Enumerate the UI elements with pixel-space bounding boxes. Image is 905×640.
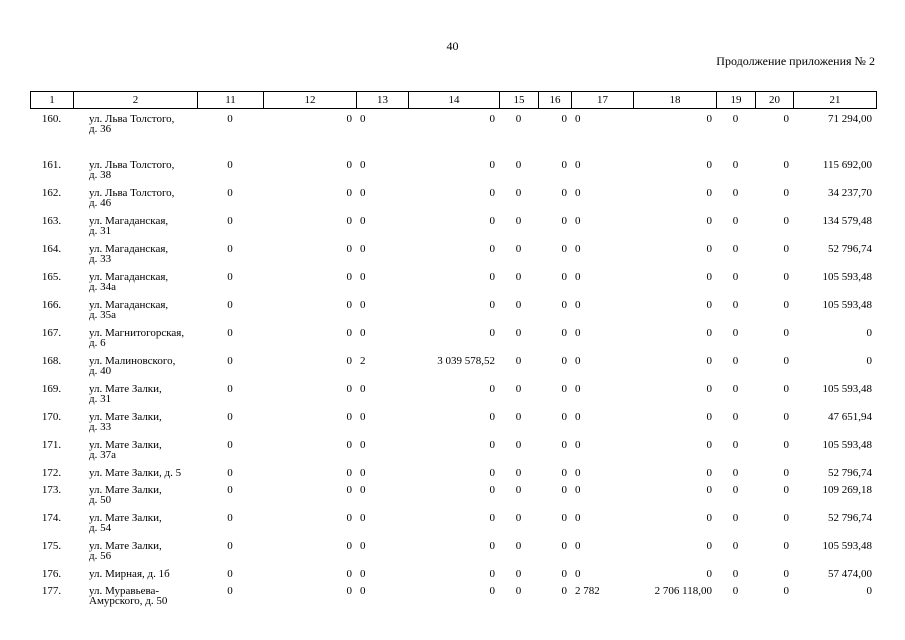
value-cell-16: 0 (561, 568, 567, 580)
address-cell: ул. Льва Толстого, д. 46 (89, 187, 175, 209)
value-cell-17: 2 782 (575, 585, 600, 597)
address-cell: ул. Мате Залки, д. 54 (89, 512, 162, 534)
value-cell-19: 0 (732, 113, 739, 125)
value-cell-12: 0 (346, 327, 352, 339)
value-cell-16: 0 (561, 215, 567, 227)
value-cell-19: 0 (732, 540, 739, 552)
value-cell-17: 0 (575, 187, 581, 199)
table-row (30, 485, 876, 513)
address-cell: ул. Мате Залки, д. 31 (89, 383, 162, 405)
value-cell-15: 0 (515, 187, 522, 199)
value-cell-12: 0 (346, 484, 352, 496)
value-cell-15: 0 (515, 355, 522, 367)
value-cell-20: 0 (783, 439, 789, 451)
value-cell-20: 0 (783, 159, 789, 171)
value-cell-12: 0 (346, 215, 352, 227)
value-cell-12: 0 (346, 411, 352, 423)
value-cell-19: 0 (732, 243, 739, 255)
row-number: 161. (41, 159, 62, 171)
table-row (30, 569, 876, 586)
value-cell-20: 0 (783, 585, 789, 597)
value-cell-17: 0 (575, 383, 581, 395)
table-body (30, 114, 876, 614)
value-cell-19: 0 (732, 467, 739, 479)
value-cell-17: 0 (575, 113, 581, 125)
value-cell-19: 0 (732, 568, 739, 580)
value-cell-20: 0 (783, 113, 789, 125)
value-cell-13: 0 (360, 467, 366, 479)
column-header: 18 (634, 92, 717, 109)
row-number: 171. (41, 439, 62, 451)
value-cell-21: 0 (866, 585, 872, 597)
value-cell-19: 0 (732, 383, 739, 395)
value-cell-20: 0 (783, 484, 789, 496)
column-header: 15 (500, 92, 539, 109)
value-cell-12: 0 (346, 568, 352, 580)
value-cell-11: 0 (227, 467, 233, 479)
address-cell: ул. Льва Толстого, д. 36 (89, 113, 175, 135)
value-cell-14: 0 (489, 568, 495, 580)
value-cell-14: 0 (489, 439, 495, 451)
value-cell-20: 0 (783, 243, 789, 255)
value-cell-18: 0 (706, 113, 712, 125)
row-number: 170. (41, 411, 62, 423)
value-cell-11: 0 (227, 411, 233, 423)
value-cell-21: 109 269,18 (822, 484, 872, 496)
value-cell-17: 0 (575, 484, 581, 496)
value-cell-15: 0 (515, 585, 522, 597)
value-cell-15: 0 (515, 243, 522, 255)
value-cell-18: 0 (706, 271, 712, 283)
value-cell-16: 0 (561, 271, 567, 283)
appendix-continuation-note: Продолжение приложения № 2 (716, 54, 875, 68)
value-cell-18: 0 (706, 243, 712, 255)
value-cell-20: 0 (783, 540, 789, 552)
value-cell-21: 52 796,74 (828, 243, 872, 255)
value-cell-17: 0 (575, 540, 581, 552)
value-cell-17: 0 (575, 159, 581, 171)
value-cell-21: 115 692,00 (822, 159, 872, 171)
row-number: 177. (41, 585, 62, 597)
value-cell-21: 105 593,48 (822, 271, 872, 283)
value-cell-11: 0 (227, 383, 233, 395)
table-row (30, 216, 876, 244)
value-cell-18: 0 (706, 568, 712, 580)
value-cell-20: 0 (783, 467, 789, 479)
column-header: 12 (264, 92, 357, 109)
address-cell: ул. Льва Толстого, д. 38 (89, 159, 175, 181)
value-cell-11: 0 (227, 187, 233, 199)
value-cell-16: 0 (561, 355, 567, 367)
value-cell-14: 0 (489, 215, 495, 227)
value-cell-11: 0 (227, 512, 233, 524)
value-cell-18: 0 (706, 467, 712, 479)
value-cell-13: 0 (360, 299, 366, 311)
value-cell-16: 0 (561, 411, 567, 423)
value-cell-21: 71 294,00 (828, 113, 872, 125)
value-cell-21: 105 593,48 (822, 299, 872, 311)
value-cell-16: 0 (561, 540, 567, 552)
address-cell: ул. Магаданская, д. 31 (89, 215, 169, 237)
table-row (30, 440, 876, 468)
value-cell-17: 0 (575, 215, 581, 227)
value-cell-14: 0 (489, 411, 495, 423)
table-row (30, 541, 876, 569)
row-number: 165. (41, 271, 62, 283)
address-cell: ул. Мирная, д. 1б (89, 568, 170, 580)
value-cell-13: 0 (360, 271, 366, 283)
value-cell-17: 0 (575, 467, 581, 479)
value-cell-15: 0 (515, 215, 522, 227)
row-number: 160. (41, 113, 62, 125)
value-cell-20: 0 (783, 568, 789, 580)
value-cell-18: 0 (706, 383, 712, 395)
value-cell-16: 0 (561, 187, 567, 199)
value-cell-19: 0 (732, 187, 739, 199)
value-cell-14: 3 039 578,52 (437, 355, 495, 367)
value-cell-12: 0 (346, 113, 352, 125)
table-row (30, 586, 876, 614)
value-cell-16: 0 (561, 243, 567, 255)
value-cell-17: 0 (575, 271, 581, 283)
value-cell-14: 0 (489, 159, 495, 171)
column-header: 17 (572, 92, 634, 109)
value-cell-16: 0 (561, 299, 567, 311)
column-header: 16 (539, 92, 572, 109)
value-cell-17: 0 (575, 568, 581, 580)
column-header: 13 (357, 92, 409, 109)
column-number-row (31, 92, 877, 109)
value-cell-18: 0 (706, 411, 712, 423)
value-cell-13: 0 (360, 327, 366, 339)
value-cell-12: 0 (346, 585, 352, 597)
address-cell: ул. Мате Залки, д. 5 (89, 467, 182, 479)
value-cell-21: 52 796,74 (828, 467, 872, 479)
value-cell-15: 0 (515, 512, 522, 524)
table-row (30, 468, 876, 485)
value-cell-13: 2 (360, 355, 366, 367)
value-cell-17: 0 (575, 299, 581, 311)
value-cell-18: 0 (706, 215, 712, 227)
column-header: 20 (756, 92, 794, 109)
value-cell-19: 0 (732, 585, 739, 597)
value-cell-18: 0 (706, 327, 712, 339)
table-row (30, 412, 876, 440)
value-cell-11: 0 (227, 159, 233, 171)
value-cell-14: 0 (489, 383, 495, 395)
value-cell-19: 0 (732, 271, 739, 283)
value-cell-16: 0 (561, 439, 567, 451)
value-cell-17: 0 (575, 327, 581, 339)
row-number: 176. (41, 568, 62, 580)
address-cell: ул. Малиновского, д. 40 (89, 355, 176, 377)
value-cell-11: 0 (227, 585, 233, 597)
value-cell-15: 0 (515, 439, 522, 451)
value-cell-19: 0 (732, 484, 739, 496)
row-number: 163. (41, 215, 62, 227)
value-cell-16: 0 (561, 467, 567, 479)
value-cell-11: 0 (227, 271, 233, 283)
value-cell-15: 0 (515, 383, 522, 395)
value-cell-13: 0 (360, 484, 366, 496)
value-cell-14: 0 (489, 585, 495, 597)
value-cell-13: 0 (360, 159, 366, 171)
table-row (30, 513, 876, 541)
row-number: 169. (41, 383, 62, 395)
column-header: 11 (198, 92, 264, 109)
value-cell-14: 0 (489, 187, 495, 199)
value-cell-12: 0 (346, 159, 352, 171)
value-cell-14: 0 (489, 113, 495, 125)
value-cell-15: 0 (515, 411, 522, 423)
column-header: 14 (409, 92, 500, 109)
address-cell: ул. Мате Залки, д. 56 (89, 540, 162, 562)
row-number: 168. (41, 355, 62, 367)
value-cell-21: 47 651,94 (828, 411, 872, 423)
value-cell-16: 0 (561, 327, 567, 339)
value-cell-12: 0 (346, 512, 352, 524)
value-cell-15: 0 (515, 327, 522, 339)
value-cell-15: 0 (515, 484, 522, 496)
value-cell-21: 57 474,00 (828, 568, 872, 580)
value-cell-13: 0 (360, 383, 366, 395)
value-cell-16: 0 (561, 585, 567, 597)
table-row (30, 114, 876, 160)
value-cell-18: 0 (706, 512, 712, 524)
column-header: 2 (74, 92, 198, 109)
value-cell-14: 0 (489, 540, 495, 552)
value-cell-14: 0 (489, 327, 495, 339)
address-cell: ул. Магаданская, д. 33 (89, 243, 169, 265)
value-cell-18: 2 706 118,00 (654, 585, 712, 597)
value-cell-15: 0 (515, 271, 522, 283)
value-cell-20: 0 (783, 355, 789, 367)
value-cell-19: 0 (732, 299, 739, 311)
value-cell-19: 0 (732, 355, 739, 367)
row-number: 164. (41, 243, 62, 255)
value-cell-16: 0 (561, 113, 567, 125)
value-cell-18: 0 (706, 355, 712, 367)
value-cell-16: 0 (561, 159, 567, 171)
value-cell-18: 0 (706, 540, 712, 552)
value-cell-12: 0 (346, 467, 352, 479)
value-cell-18: 0 (706, 159, 712, 171)
value-cell-14: 0 (489, 467, 495, 479)
value-cell-19: 0 (732, 215, 739, 227)
value-cell-12: 0 (346, 271, 352, 283)
value-cell-20: 0 (783, 299, 789, 311)
row-number: 162. (41, 187, 62, 199)
value-cell-11: 0 (227, 327, 233, 339)
value-cell-18: 0 (706, 484, 712, 496)
value-cell-11: 0 (227, 299, 233, 311)
value-cell-19: 0 (732, 159, 739, 171)
address-cell: ул. Магаданская, д. 34а (89, 271, 169, 293)
value-cell-13: 0 (360, 243, 366, 255)
value-cell-19: 0 (732, 512, 739, 524)
value-cell-13: 0 (360, 585, 366, 597)
value-cell-11: 0 (227, 568, 233, 580)
value-cell-17: 0 (575, 355, 581, 367)
value-cell-15: 0 (515, 113, 522, 125)
value-cell-13: 0 (360, 512, 366, 524)
value-cell-11: 0 (227, 113, 233, 125)
value-cell-13: 0 (360, 540, 366, 552)
row-number: 167. (41, 327, 62, 339)
value-cell-14: 0 (489, 271, 495, 283)
row-number: 172. (41, 467, 62, 479)
value-cell-15: 0 (515, 467, 522, 479)
value-cell-11: 0 (227, 355, 233, 367)
value-cell-21: 52 796,74 (828, 512, 872, 524)
value-cell-11: 0 (227, 540, 233, 552)
value-cell-18: 0 (706, 299, 712, 311)
value-cell-20: 0 (783, 215, 789, 227)
value-cell-19: 0 (732, 411, 739, 423)
value-cell-12: 0 (346, 439, 352, 451)
value-cell-11: 0 (227, 215, 233, 227)
value-cell-20: 0 (783, 383, 789, 395)
value-cell-15: 0 (515, 540, 522, 552)
page-number: 40 (446, 39, 459, 53)
value-cell-13: 0 (360, 568, 366, 580)
address-cell: ул. Мате Залки, д. 33 (89, 411, 162, 433)
value-cell-20: 0 (783, 271, 789, 283)
value-cell-18: 0 (706, 187, 712, 199)
value-cell-20: 0 (783, 187, 789, 199)
row-number: 174. (41, 512, 62, 524)
value-cell-15: 0 (515, 299, 522, 311)
column-header: 1 (31, 92, 74, 109)
value-cell-11: 0 (227, 439, 233, 451)
table-row (30, 244, 876, 272)
value-cell-21: 105 593,48 (822, 540, 872, 552)
table-row (30, 328, 876, 356)
row-number: 175. (41, 540, 62, 552)
data-table (30, 114, 876, 614)
row-number: 166. (41, 299, 62, 311)
value-cell-15: 0 (515, 159, 522, 171)
value-cell-17: 0 (575, 243, 581, 255)
value-cell-13: 0 (360, 113, 366, 125)
value-cell-20: 0 (783, 411, 789, 423)
column-header: 21 (794, 92, 877, 109)
value-cell-14: 0 (489, 484, 495, 496)
value-cell-13: 0 (360, 411, 366, 423)
value-cell-16: 0 (561, 383, 567, 395)
value-cell-20: 0 (783, 327, 789, 339)
value-cell-21: 134 579,48 (822, 215, 872, 227)
value-cell-11: 0 (227, 484, 233, 496)
address-cell: ул. Магнитогорская, д. 6 (89, 327, 185, 349)
value-cell-21: 105 593,48 (822, 439, 872, 451)
value-cell-12: 0 (346, 355, 352, 367)
value-cell-21: 105 593,48 (822, 383, 872, 395)
row-number: 173. (41, 484, 62, 496)
address-cell: ул. Муравьева- Амурского, д. 50 (89, 585, 168, 607)
table-header (30, 91, 877, 109)
table-row (30, 356, 876, 384)
table-row (30, 272, 876, 300)
value-cell-20: 0 (783, 512, 789, 524)
address-cell: ул. Мате Залки, д. 37а (89, 439, 162, 461)
value-cell-19: 0 (732, 327, 739, 339)
value-cell-12: 0 (346, 299, 352, 311)
value-cell-16: 0 (561, 512, 567, 524)
value-cell-13: 0 (360, 439, 366, 451)
table-row (30, 300, 876, 328)
value-cell-17: 0 (575, 512, 581, 524)
value-cell-19: 0 (732, 439, 739, 451)
value-cell-15: 0 (515, 568, 522, 580)
address-cell: ул. Магаданская, д. 35а (89, 299, 169, 321)
table-row (30, 384, 876, 412)
value-cell-12: 0 (346, 187, 352, 199)
value-cell-14: 0 (489, 299, 495, 311)
table-row (30, 160, 876, 188)
value-cell-12: 0 (346, 540, 352, 552)
value-cell-14: 0 (489, 243, 495, 255)
value-cell-17: 0 (575, 411, 581, 423)
value-cell-21: 0 (866, 327, 872, 339)
column-header: 19 (717, 92, 756, 109)
value-cell-17: 0 (575, 439, 581, 451)
address-cell: ул. Мате Залки, д. 50 (89, 484, 162, 506)
value-cell-21: 34 237,70 (828, 187, 872, 199)
value-cell-21: 0 (866, 355, 872, 367)
value-cell-14: 0 (489, 512, 495, 524)
value-cell-11: 0 (227, 243, 233, 255)
value-cell-12: 0 (346, 383, 352, 395)
table-row (30, 188, 876, 216)
value-cell-18: 0 (706, 439, 712, 451)
value-cell-13: 0 (360, 215, 366, 227)
value-cell-12: 0 (346, 243, 352, 255)
value-cell-16: 0 (561, 484, 567, 496)
value-cell-13: 0 (360, 187, 366, 199)
